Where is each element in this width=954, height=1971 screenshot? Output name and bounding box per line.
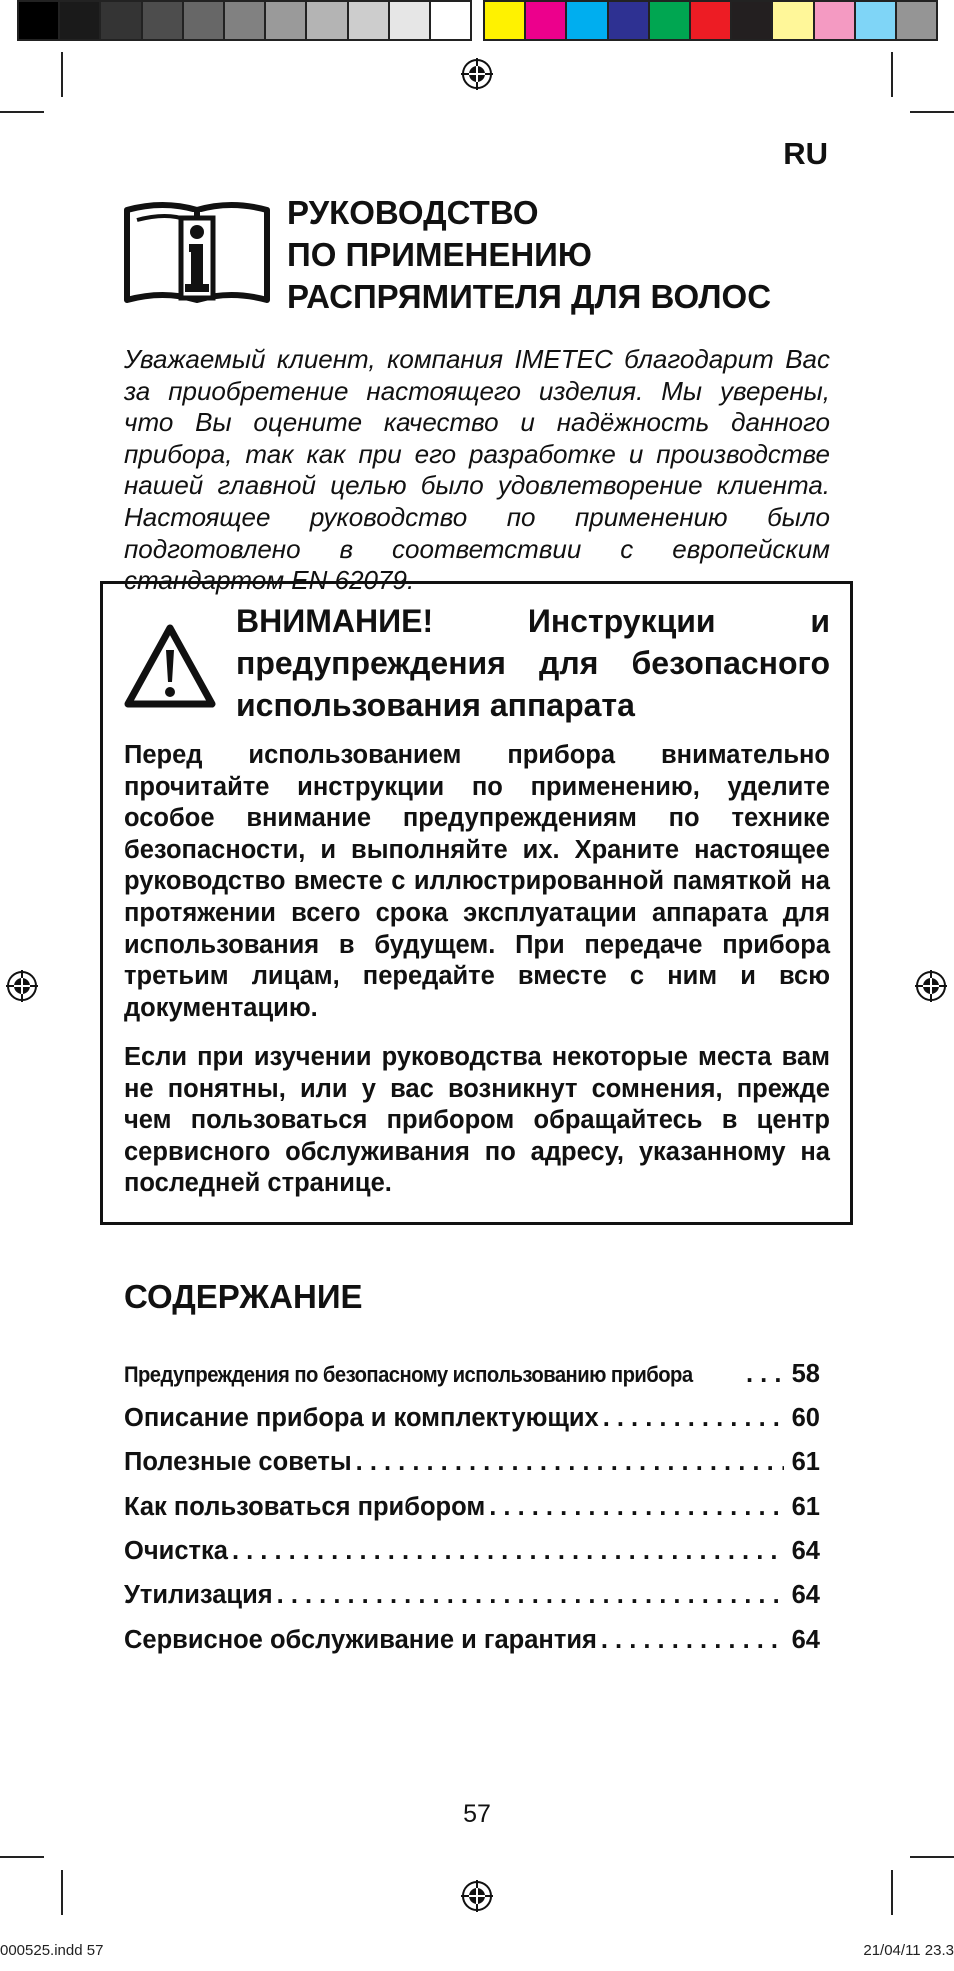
warning-paragraph: Если при изучении руководства некоторые места вам не понятны, или у вас возникнут сомнения, прежде чем пользоваться прибором обращайтесь в центр сервисного обслуживания по адресу, указанному на последней странице.	[124, 1043, 830, 1198]
calibration-swatch	[143, 2, 184, 39]
page-number: 57	[463, 1800, 491, 1828]
warning-paragraph: Перед использованием прибора внимательно прочитайте инструкции по применению, уделите особое внимание предупреждениям по технике безопасности, и выполняйте их. Храните настоящее руководство вместе с иллюстрированной памяткой на протяжении всего срока эксплуатации аппарата для использования в будущем. При передаче прибора третьим лицам, передайте вместе с ним и всю документацию.	[124, 741, 830, 1022]
calibration-swatch	[691, 2, 732, 39]
calibration-swatch	[349, 2, 390, 39]
calibration-swatch	[856, 2, 897, 39]
title-line: РУКОВОДСТВО	[287, 194, 539, 231]
calibration-swatch	[307, 2, 348, 39]
toc-item[interactable]	[124, 1448, 820, 1482]
toc-item[interactable]	[124, 1360, 820, 1394]
registration-mark-icon	[459, 56, 495, 92]
crop-mark	[61, 1870, 63, 1915]
calibration-swatch	[390, 2, 431, 39]
warning-title: ВНИМАНИЕ! Инструкции и предупреждения для безопасного использования аппарата	[236, 603, 830, 723]
title-line: РАСПРЯМИТЕЛЯ ДЛЯ ВОЛОС	[287, 278, 772, 315]
calibration-swatch	[184, 2, 225, 39]
calibration-swatch	[266, 2, 307, 39]
calibration-swatch	[225, 2, 266, 39]
language-code: RU	[783, 136, 828, 171]
crop-mark	[891, 1870, 893, 1915]
manual-title	[287, 192, 771, 318]
calibration-swatch	[526, 2, 567, 39]
toc-leader-dots	[597, 1626, 784, 1655]
toc-leader-dots	[599, 1404, 784, 1433]
toc-item-label: Очистка	[124, 1537, 228, 1565]
toc-item-page: 58	[791, 1360, 820, 1388]
crop-mark	[0, 1856, 44, 1858]
calibration-swatch	[815, 2, 856, 39]
toc-leader-dots	[742, 1360, 784, 1389]
toc-item[interactable]	[124, 1404, 820, 1438]
calibration-swatch	[609, 2, 650, 39]
toc-item-page: 64	[791, 1626, 820, 1654]
toc-item-page: 64	[791, 1537, 820, 1565]
color-calibration-bar	[483, 0, 938, 41]
toc-item[interactable]	[124, 1493, 820, 1527]
toc-item-page: 64	[791, 1581, 820, 1609]
registration-mark-icon	[459, 1878, 495, 1914]
calibration-swatch	[60, 2, 101, 39]
toc-item-label: Предупреждения по безопасному использованию прибора	[124, 1362, 693, 1387]
registration-mark-icon	[4, 968, 40, 1004]
calibration-swatch	[485, 2, 526, 39]
crop-mark	[910, 111, 954, 113]
toc-item-label: Полезные советы	[124, 1448, 352, 1476]
slug-date-info: 21/04/11 23.3	[863, 1942, 954, 1959]
toc-leader-dots	[228, 1537, 784, 1566]
toc-heading: СОДЕРЖАНИЕ	[124, 1278, 363, 1315]
toc-leader-dots	[485, 1493, 783, 1522]
title-line: ПО ПРИМЕНЕНИЮ	[287, 236, 592, 273]
toc-item[interactable]	[124, 1537, 820, 1571]
toc-item[interactable]	[124, 1581, 820, 1615]
calibration-swatch	[19, 2, 60, 39]
toc-item-label: Сервисное обслуживание и гарантия	[124, 1626, 597, 1654]
toc-item-page: 61	[791, 1448, 820, 1476]
calibration-swatch	[732, 2, 773, 39]
toc-leader-dots	[352, 1448, 784, 1477]
calibration-swatch	[101, 2, 142, 39]
crop-mark	[891, 52, 893, 97]
warning-triangle-icon	[122, 622, 218, 710]
calibration-swatch	[650, 2, 691, 39]
toc-item-label: Как пользоваться прибором	[124, 1493, 486, 1521]
toc-item-page: 60	[791, 1404, 820, 1432]
registration-mark-icon	[913, 968, 949, 1004]
grayscale-calibration-bar	[17, 0, 472, 41]
toc-item-page: 61	[791, 1493, 820, 1521]
intro-paragraph: Уважаемый клиент, компания IMETEC благодарит Вас за приобретение настоящего изделия. Мы уверены, что Вы оцените качество и надёжность данного прибора, так как при его разработке и производстве нашей главной целью было удовлетворение клиента. Настоящее руководство по применению было подготовлено в соответствии с европейским стандартом EN 62079.	[124, 344, 830, 596]
calibration-swatch	[897, 2, 936, 39]
toc-item-label: Описание прибора и комплектующих	[124, 1404, 599, 1432]
toc-item-label: Утилизация	[124, 1581, 273, 1609]
calibration-swatch	[773, 2, 814, 39]
toc-leader-dots	[273, 1581, 784, 1610]
toc-item[interactable]	[124, 1626, 820, 1660]
info-book-icon	[123, 200, 271, 310]
crop-mark	[0, 111, 44, 113]
calibration-swatch	[431, 2, 470, 39]
crop-mark	[61, 52, 63, 97]
crop-mark	[910, 1856, 954, 1858]
calibration-swatch	[567, 2, 608, 39]
slug-file-info: 000525.indd 57	[0, 1942, 104, 1959]
